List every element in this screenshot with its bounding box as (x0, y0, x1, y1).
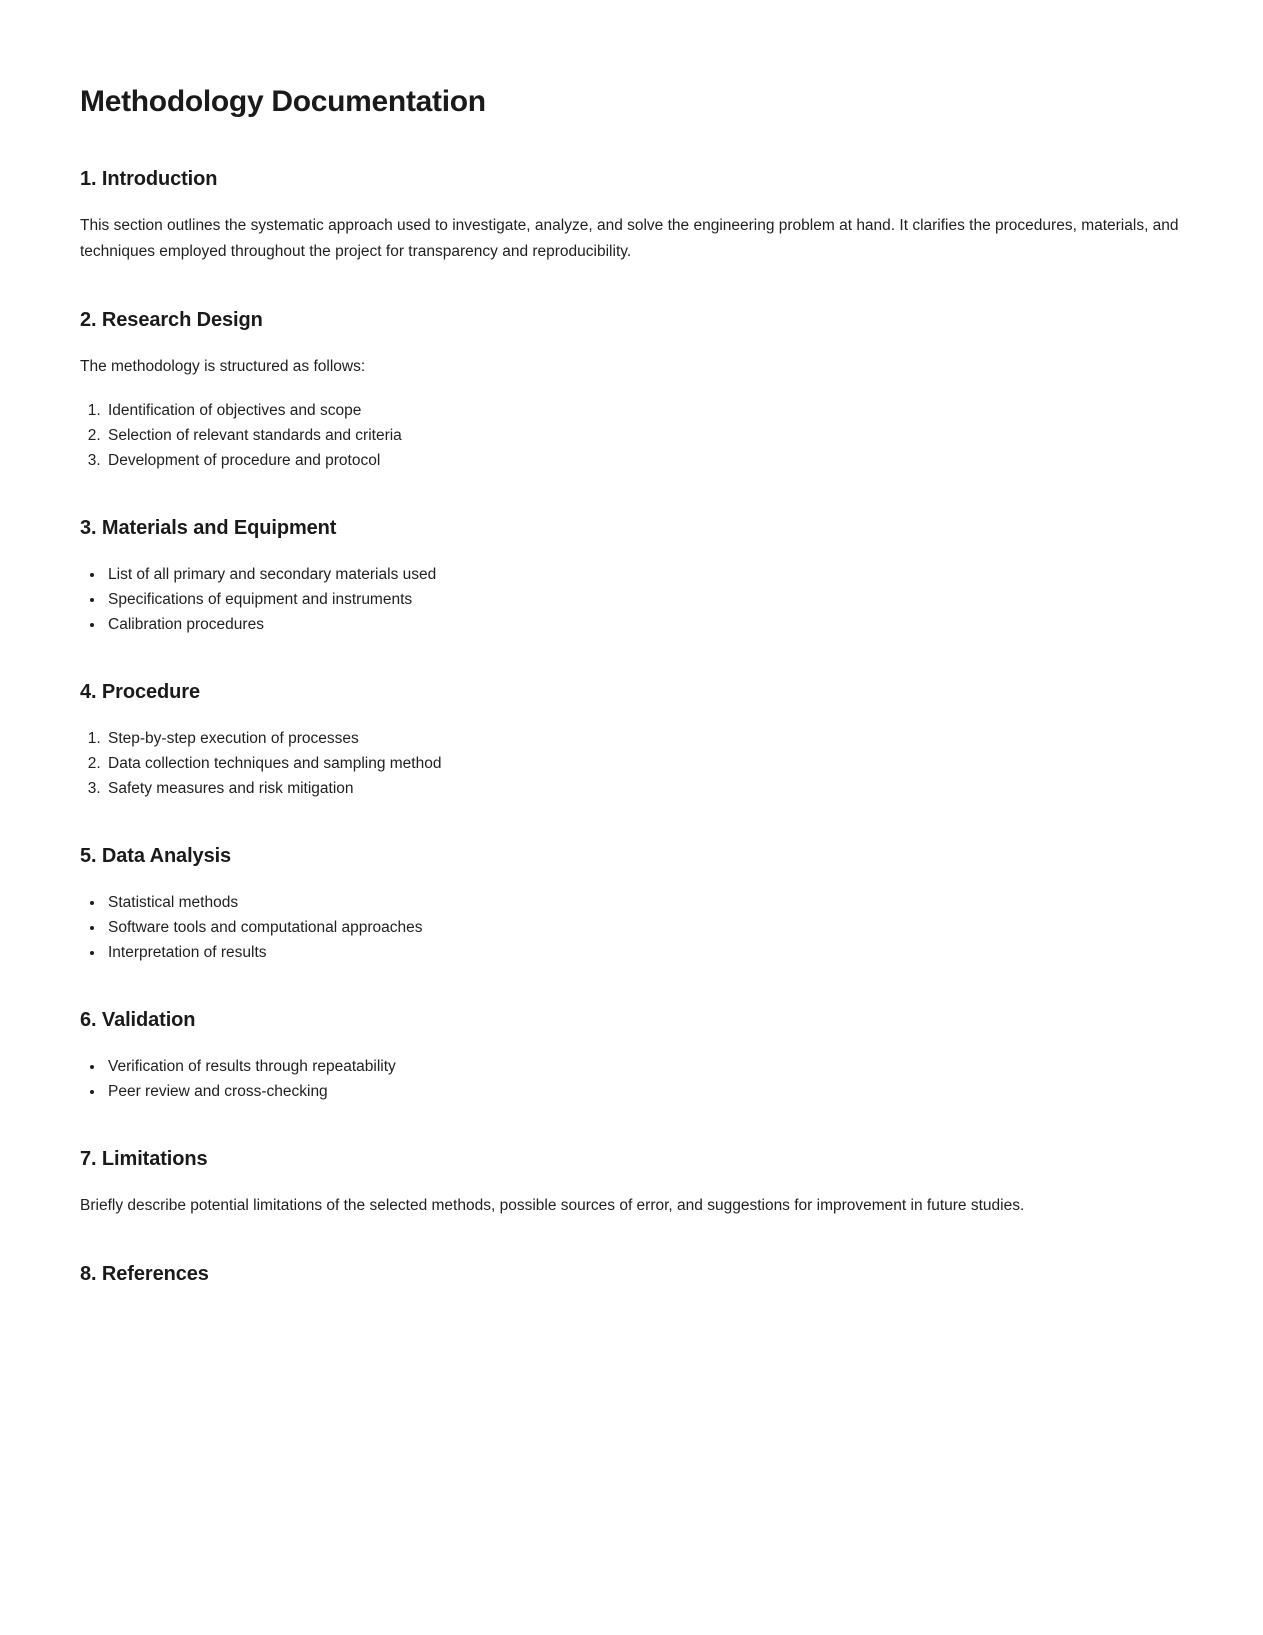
section-materials-equipment (80, 515, 1183, 637)
document-title: Methodology Documentation (80, 85, 486, 118)
section-references (80, 1261, 1183, 1288)
section-heading-references: 8. References (80, 1263, 209, 1285)
data-analysis-list (80, 890, 1183, 965)
list-item: 3. Safety measures and risk mitigation (105, 776, 1183, 801)
list-item: 2. Data collection techniques and sampling method (105, 751, 1183, 776)
materials-equipment-list (80, 562, 1183, 637)
research-design-intro: The methodology is structured as follows: (80, 358, 366, 375)
introduction-paragraph: This section outlines the systematic approach used to investigate, analyze, and solve the engineering problem at hand. It clarifies the procedures, materials, and techniques employed throughout the project for transparency and reproducibility. (80, 217, 1179, 260)
list-item: • Calibration procedures (105, 612, 1183, 637)
list-item: • Verification of results through repeatability (105, 1054, 1183, 1079)
procedure-list (80, 726, 1183, 801)
section-heading-research-design: 2. Research Design (80, 309, 263, 331)
list-item: 3. Development of procedure and protocol (105, 448, 1183, 473)
section-heading-validation: 6. Validation (80, 1009, 196, 1031)
list-item: 1. Identification of objectives and scope (105, 398, 1183, 423)
list-item: 2. Selection of relevant standards and criteria (105, 423, 1183, 448)
list-item: • List of all primary and secondary materials used (105, 562, 1183, 587)
section-data-analysis (80, 843, 1183, 965)
section-heading-procedure: 4. Procedure (80, 681, 200, 703)
section-heading-data-analysis: 5. Data Analysis (80, 845, 232, 867)
section-research-design (80, 307, 1183, 473)
validation-list (80, 1054, 1183, 1104)
section-heading-introduction: 1. Introduction (80, 168, 218, 190)
list-item: • Specifications of equipment and instruments (105, 587, 1183, 612)
list-item: • Statistical methods (105, 890, 1183, 915)
list-item: • Interpretation of results (105, 940, 1183, 965)
list-item: • Peer review and cross-checking (105, 1079, 1183, 1104)
section-procedure (80, 679, 1183, 801)
research-design-list (80, 398, 1183, 473)
section-heading-limitations: 7. Limitations (80, 1148, 208, 1170)
section-validation (80, 1007, 1183, 1104)
section-limitations (80, 1146, 1183, 1219)
list-item: • Software tools and computational approaches (105, 915, 1183, 940)
limitations-paragraph: Briefly describe potential limitations of the selected methods, possible sources of error, and suggestions for improvement in future studies. (80, 1197, 1025, 1214)
section-introduction (80, 166, 1183, 265)
list-item: 1. Step-by-step execution of processes (105, 726, 1183, 751)
section-heading-materials-equipment: 3. Materials and Equipment (80, 517, 337, 539)
